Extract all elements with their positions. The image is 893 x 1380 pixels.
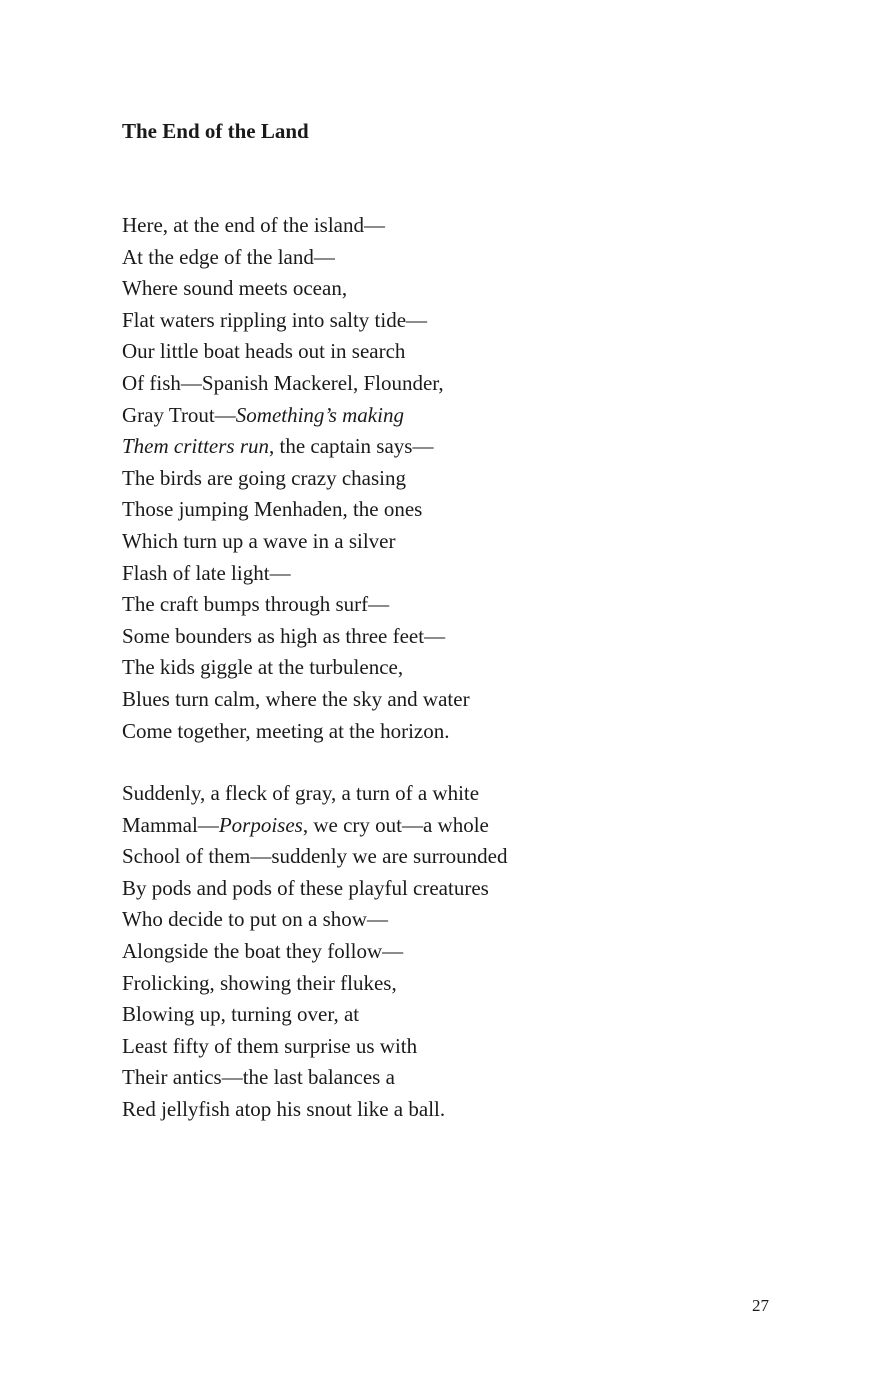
- poem-line: [122, 589, 470, 621]
- poem-line: [122, 652, 470, 684]
- poem-line: [122, 778, 508, 810]
- poem-line-italic-text: Porpoises: [218, 812, 303, 837]
- poem-line: [122, 494, 470, 526]
- poem-line-text: Our little boat heads out in search: [122, 339, 406, 364]
- poem-line: [122, 210, 470, 242]
- poem-line-text: , the captain says—: [269, 434, 434, 459]
- poem-line: [122, 999, 508, 1031]
- poem-line-text: School of them—suddenly we are surrounded: [122, 844, 508, 869]
- poem-line: [122, 1031, 508, 1063]
- poem-line-text: The craft bumps through surf—: [122, 592, 390, 617]
- poem-line-text: Where sound meets ocean,: [122, 276, 348, 301]
- poem-line-text: The kids giggle at the turbulence,: [122, 655, 404, 680]
- poem-line-text: Suddenly, a fleck of gray, a turn of a white: [122, 781, 480, 805]
- poem-line-text: Which turn up a wave in a silver: [122, 528, 396, 553]
- poem-line: [122, 368, 470, 400]
- poem-line-text: , we cry out—a whole: [302, 812, 489, 837]
- poem-line: [122, 1094, 508, 1126]
- poem-line-text: Flash of late light—: [122, 560, 291, 585]
- poem-line: [122, 305, 470, 337]
- poem-line-italic-text: Something’s making: [235, 402, 404, 427]
- poem-line-text: The birds are going crazy chasing: [122, 465, 406, 490]
- poem-line: [122, 904, 508, 936]
- poem-line: [122, 684, 470, 716]
- poem-line: [122, 242, 470, 274]
- poem-line: [122, 936, 508, 968]
- poem-stanza-2: [122, 778, 508, 1126]
- poem-line: [122, 558, 470, 590]
- poem-line: [122, 336, 470, 368]
- poem-line-text: At the edge of the land—: [122, 244, 335, 269]
- poem-line-text: Those jumping Menhaden, the ones: [122, 497, 423, 522]
- poem-line-text: Who decide to put on a show—: [122, 907, 388, 932]
- poem-line-text: Red jellyfish atop his snout like a ball.: [122, 1096, 446, 1121]
- page-number: 27: [752, 1296, 769, 1315]
- poem-stanza-1: [122, 210, 470, 747]
- poem-line-italic-text: Them critters run: [122, 434, 269, 459]
- poem-line-text: Blowing up, turning over, at: [122, 1002, 360, 1027]
- poem-line-text: Their antics—the last balances a: [122, 1065, 395, 1090]
- poem-line: [122, 873, 508, 905]
- poem-line: [122, 968, 508, 1000]
- poem-line-text: Frolicking, showing their flukes,: [122, 970, 397, 995]
- poem-line-text: Gray Trout—: [122, 402, 236, 427]
- poem-line-text: Some bounders as high as three feet—: [122, 623, 446, 648]
- poem-line-text: Alongside the boat they follow—: [122, 938, 404, 963]
- poem-line: [122, 810, 508, 842]
- poem-line-text: Here, at the end of the island—: [122, 213, 385, 237]
- poem-line-text: Come together, meeting at the horizon.: [122, 718, 450, 743]
- poem-line: [122, 716, 470, 748]
- poem-line-text: Flat waters rippling into salty tide—: [122, 307, 428, 332]
- poem-line: [122, 431, 470, 463]
- poem-line-text: Blues turn calm, where the sky and water: [122, 686, 470, 711]
- poem-line: [122, 273, 470, 305]
- poem-line: [122, 400, 470, 432]
- poem-line: [122, 463, 470, 495]
- poem-line: [122, 526, 470, 558]
- poem-line: [122, 1062, 508, 1094]
- poem-title: The End of the Land: [122, 119, 309, 143]
- poem-line-text: Mammal—: [122, 812, 219, 837]
- poem-line-text: By pods and pods of these playful creatures: [122, 875, 489, 900]
- poem-line-text: Least fifty of them surprise us with: [122, 1033, 418, 1058]
- poem-line-text: Of fish—Spanish Mackerel, Flounder,: [122, 370, 444, 395]
- poem-line: [122, 841, 508, 873]
- poem-line: [122, 621, 470, 653]
